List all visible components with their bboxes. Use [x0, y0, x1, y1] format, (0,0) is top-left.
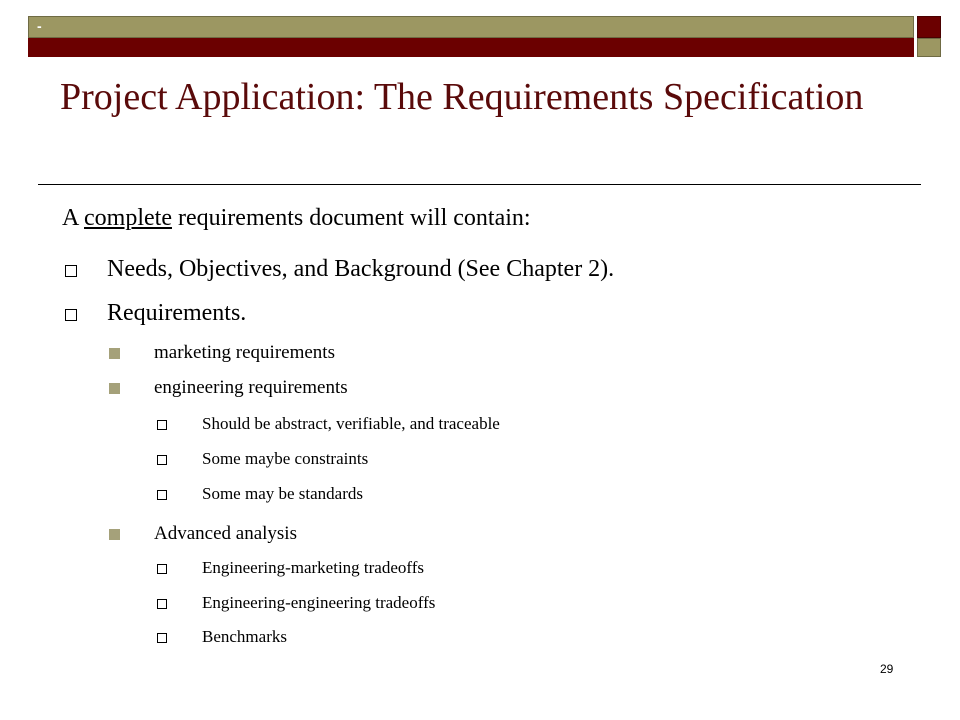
header-corner-olive-block [917, 38, 941, 57]
list-item: Some maybe constraints [202, 449, 369, 468]
page-number: 29 [880, 662, 894, 676]
filled-square-bullet-icon [109, 383, 120, 394]
list-item: Some may be standards [202, 484, 363, 503]
list-item: engineering requirements [154, 377, 348, 398]
header-olive-bar [28, 16, 914, 38]
list-item: marketing requirements [154, 342, 335, 363]
hollow-square-bullet-icon [157, 490, 167, 500]
intro-text [62, 203, 531, 233]
list-item: Should be abstract, verifiable, and traceable [202, 414, 500, 433]
filled-square-bullet-icon [109, 348, 120, 359]
list-item: Advanced analysis [154, 523, 297, 544]
hollow-square-bullet-icon [157, 455, 167, 465]
hollow-square-bullet-icon [157, 599, 167, 609]
header-red-band [28, 38, 914, 57]
list-item: Needs, Objectives, and Background (See Chapter 2). [107, 256, 615, 282]
intro-underlined-word: complete [84, 205, 172, 231]
list-item: Engineering-engineering tradeoffs [202, 593, 436, 612]
list-item: Benchmarks [202, 627, 287, 646]
slide-title: Project Application: The Requirements Specification [60, 76, 864, 118]
hollow-square-bullet-icon [157, 420, 167, 430]
list-item: Requirements. [107, 300, 247, 326]
hollow-square-bullet-icon [65, 265, 77, 277]
hollow-square-bullet-icon [157, 633, 167, 643]
hollow-square-bullet-icon [157, 564, 167, 574]
title-divider [38, 184, 921, 185]
list-item: Engineering-marketing tradeoffs [202, 558, 425, 577]
intro-text-after: requirements document will contain: [171, 205, 531, 231]
hollow-square-bullet-icon [65, 309, 77, 321]
intro-text-before: A [62, 205, 85, 231]
header-dash: - [37, 18, 42, 34]
filled-square-bullet-icon [109, 529, 120, 540]
header-corner-red-block [917, 16, 941, 38]
